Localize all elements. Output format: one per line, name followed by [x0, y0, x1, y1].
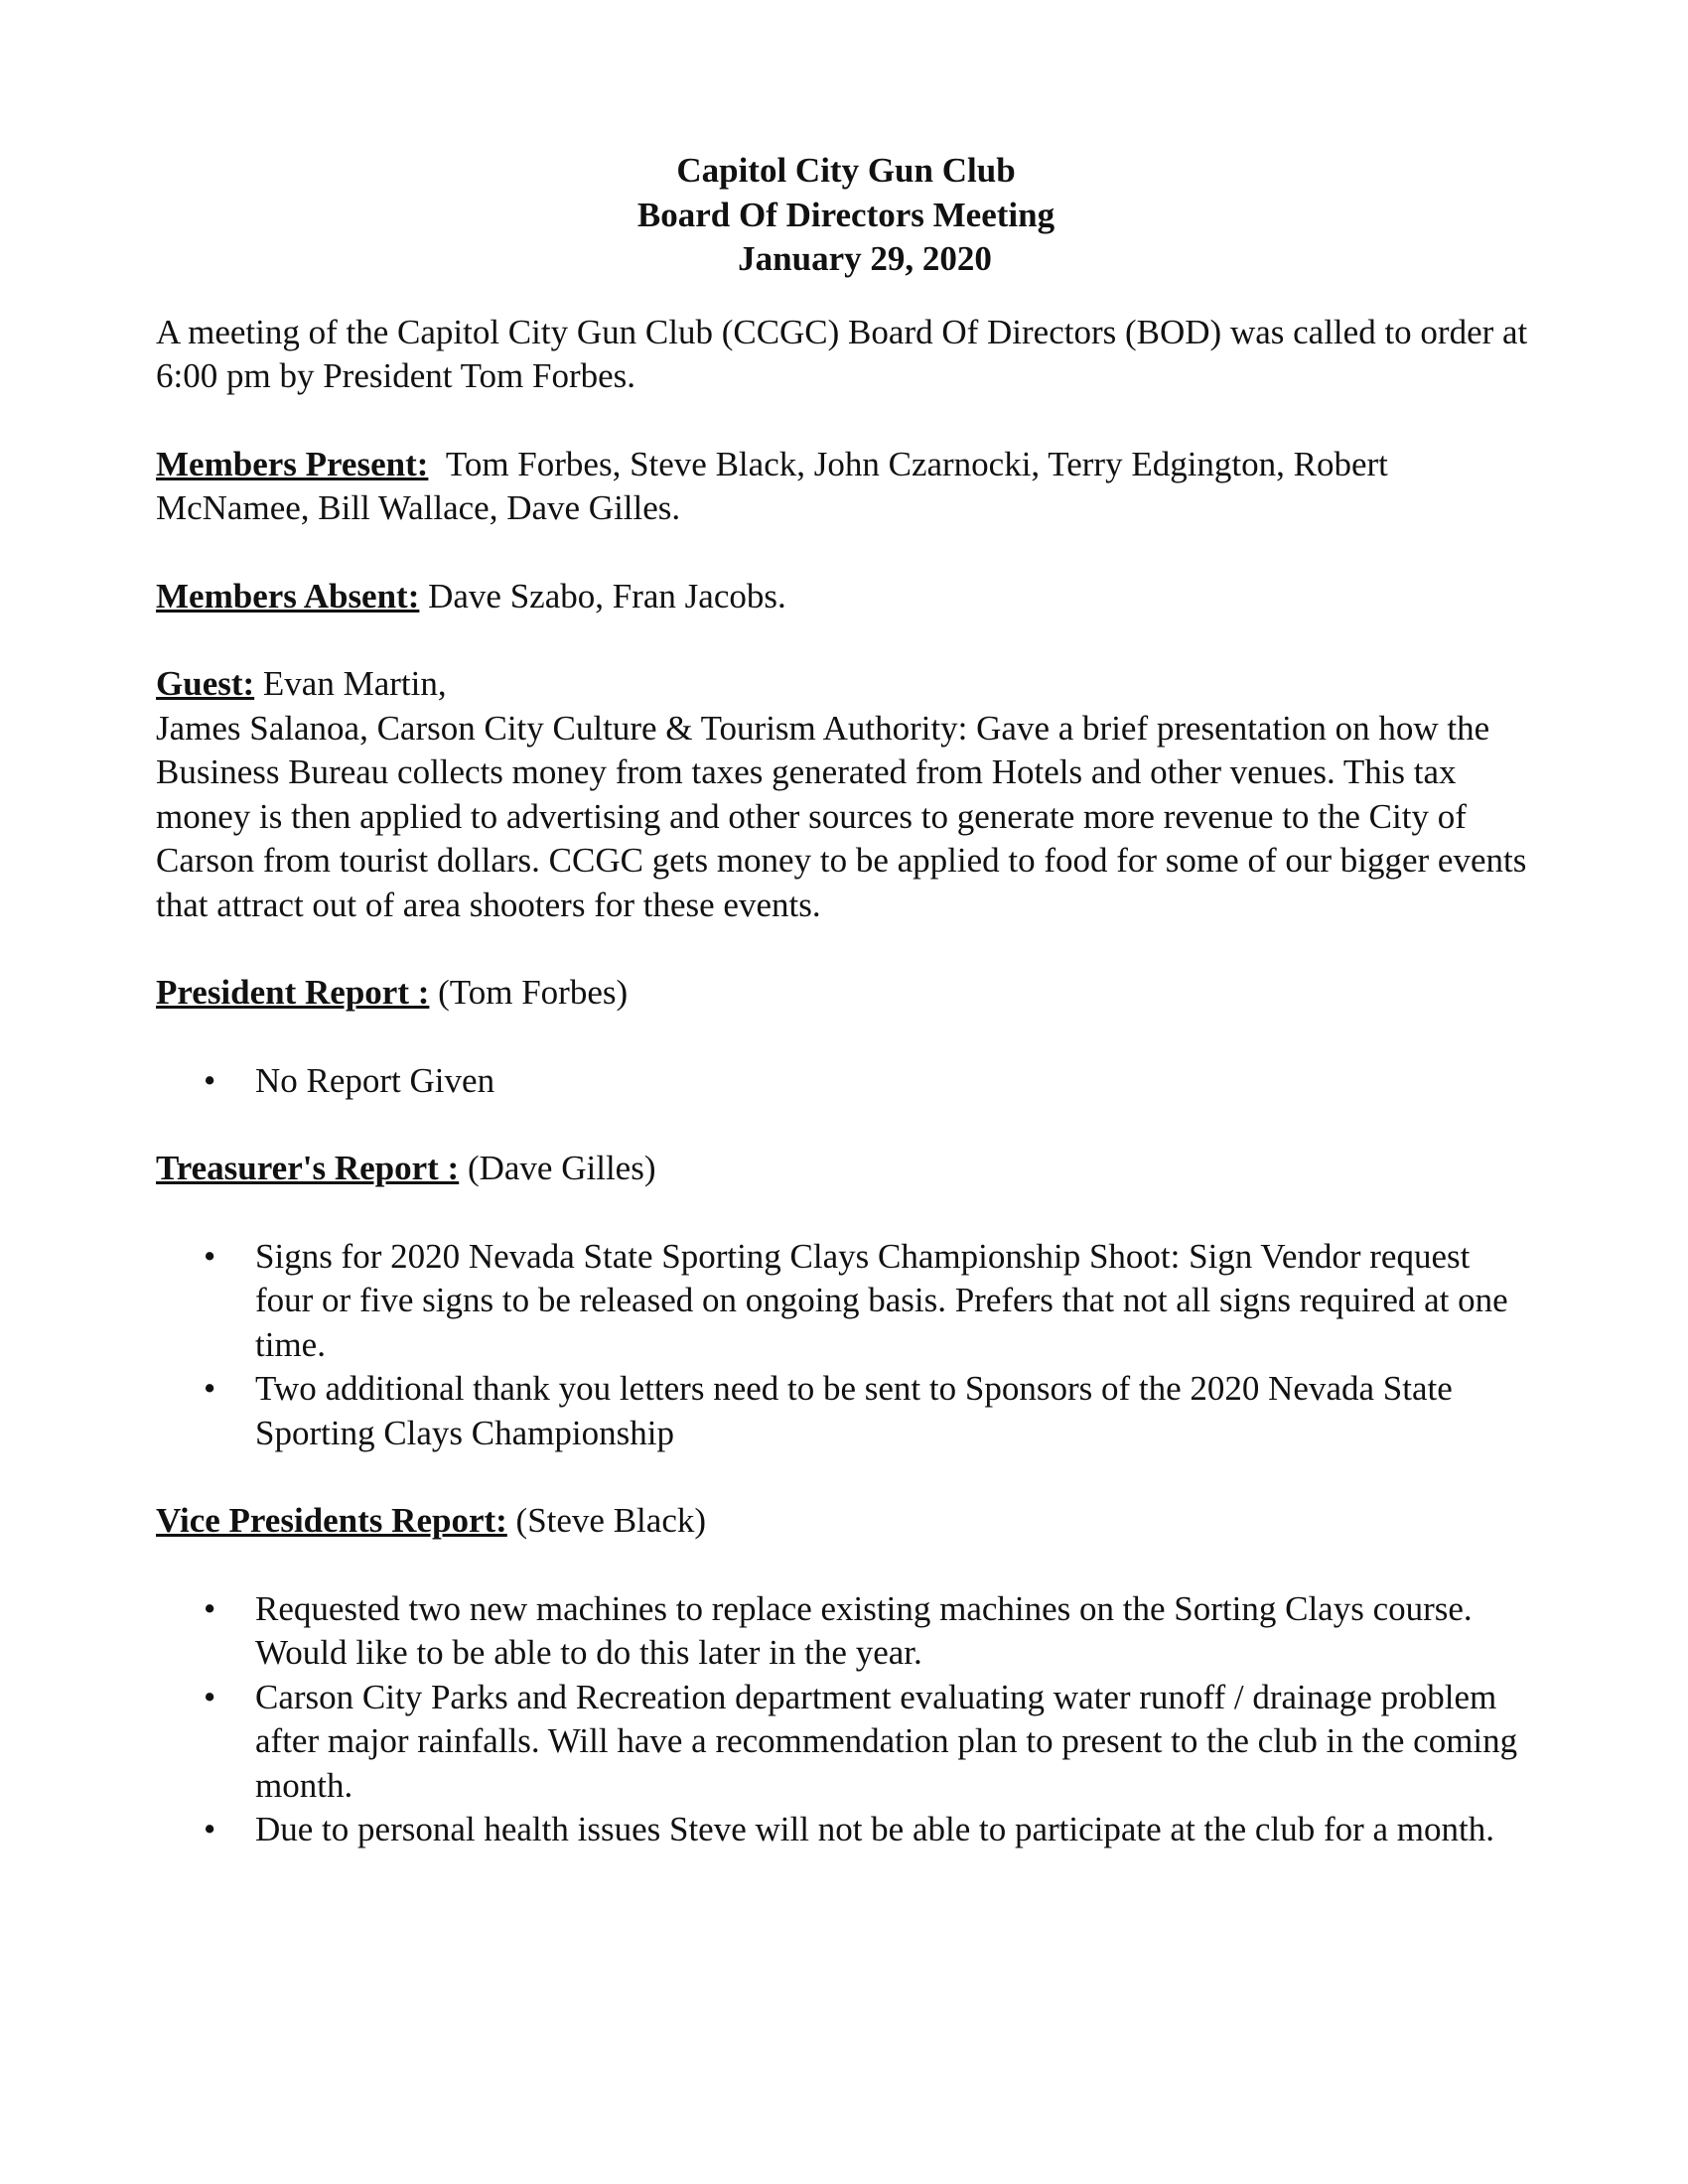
members-absent [156, 575, 1536, 619]
list-item: • Carson City Parks and Recreation department evaluating water runoff / drainage problem after major rainfalls. Will have a recommendation plan to present to the club in the coming month. [204, 1677, 1518, 1805]
list-item: • No Report Given [156, 1059, 1536, 1104]
club-name: Capitol City Gun Club [676, 151, 1016, 190]
list-item: • Two additional thank you letters need to be sent to Sponsors of the 2020 Nevada State Sporting Clays Championship [204, 1369, 1453, 1452]
vice-president-report-who: (Steve Black) [515, 1501, 707, 1540]
members-absent-label: Members Absent: [156, 576, 420, 615]
members-absent-text: Dave Szabo, Fran Jacobs. [428, 576, 786, 615]
treasurer-report-list [156, 1235, 1536, 1456]
members-present-text: Tom Forbes, Steve Black, John Czarnocki, Terry Edgington, Robert McNamee, Bill Wallace, Dave Gilles. [156, 444, 1388, 527]
document-header [156, 149, 1536, 282]
bullet-icon: • [204, 1588, 216, 1628]
president-report-label: President Report : [156, 973, 430, 1012]
document-page [156, 149, 1536, 1896]
bullet-icon: • [204, 1236, 216, 1276]
bullet-icon: • [204, 1369, 216, 1408]
treasurer-report-who: (Dave Gilles) [467, 1149, 656, 1187]
guest-text: Evan Martin, [262, 664, 447, 703]
intro-paragraph: A meeting of the Capitol City Gun Club (CCGC) Board Of Directors (BOD) was called to order at 6:00 pm by President Tom Forbes. [156, 312, 1528, 395]
president-report-who: (Tom Forbes) [438, 973, 629, 1012]
treasurer-report-heading [156, 1147, 1536, 1191]
members-present [156, 443, 1536, 531]
treasurer-report-label: Treasurer's Report : [156, 1149, 460, 1187]
guest-label: Guest: [156, 664, 255, 703]
guest-detail: James Salanoa, Carson City Culture & Tourism Authority: Gave a brief presentation on how the Business Bureau collects money from taxes generated from Hotels and other venues. This tax money is then applied to advertising and other sources to generate more revenue to the City of Carson from tourist dollars. CCGC gets money to be applied to food for some of our bigger events that attract out of area shooters for these events. [156, 708, 1527, 924]
list-item: • Signs for 2020 Nevada State Sporting Clays Championship Shoot: Sign Vendor request four or five signs to be released on ongoing basis. Prefers that not all signs required at one time. [204, 1236, 1508, 1364]
bullet-icon: • [204, 1060, 216, 1100]
vice-president-report-label: Vice Presidents Report: [156, 1501, 507, 1540]
vice-president-report-heading [156, 1499, 1536, 1544]
vice-president-report-list [156, 1587, 1536, 1852]
members-present-label: Members Present: [156, 444, 429, 483]
president-report-list [156, 1059, 1536, 1104]
bullet-icon: • [204, 1810, 216, 1848]
guest-section [156, 662, 1536, 927]
list-item: • Requested two new machines to replace existing machines on the Sorting Clays course. Would like to be able to do this later in the year. [204, 1588, 1473, 1672]
bullet-icon: • [204, 1677, 216, 1716]
list-item: • Due to personal health issues Steve will not be able to participate at the club for a month. [156, 1808, 1536, 1852]
president-report-heading [156, 971, 1536, 1016]
meeting-date: January 29, 2020 [738, 239, 992, 278]
guest-line [156, 662, 1536, 707]
meeting-title: Board Of Directors Meeting [636, 195, 1055, 234]
